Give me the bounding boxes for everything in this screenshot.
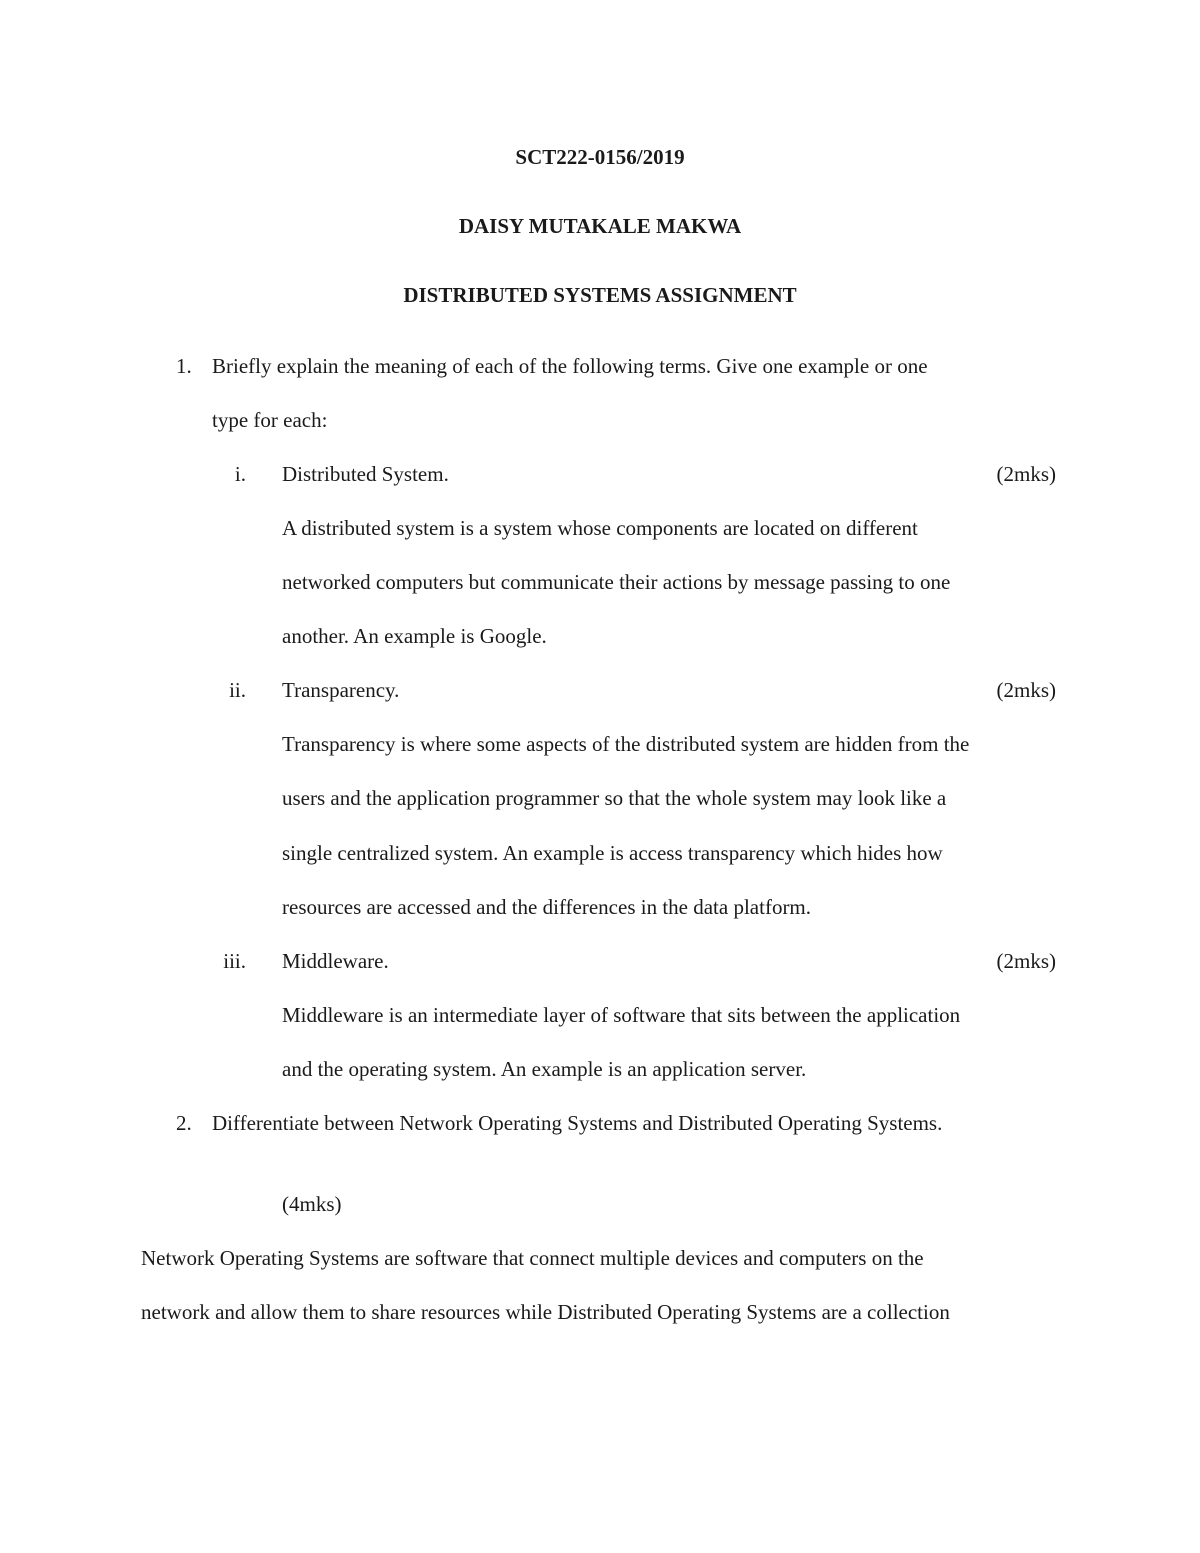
item-ii-term: Transparency. [282, 678, 400, 702]
question-2-text: Differentiate between Network Operating Systems and Distributed Operating Systems. [212, 1111, 943, 1135]
item-i-answer-line-3: another. An example is Google. [282, 624, 547, 648]
question-2-marks: (4mks) [282, 1192, 342, 1216]
item-i-marks: (2mks) [996, 462, 1056, 486]
assignment-title: DISTRIBUTED SYSTEMS ASSIGNMENT [403, 283, 797, 307]
item-i-answer-line-2: networked computers but communicate their actions by message passing to one [282, 570, 951, 594]
item-iii-answer-line-1: Middleware is an intermediate layer of software that sits between the application [282, 1003, 961, 1027]
item-ii-answer-line-1: Transparency is where some aspects of the distributed system are hidden from the [282, 732, 970, 756]
item-iii-marks: (2mks) [996, 949, 1056, 973]
question-1-text-line-1: Briefly explain the meaning of each of the following terms. Give one example or one [212, 354, 928, 378]
item-ii-marks: (2mks) [996, 678, 1056, 702]
item-ii-answer-line-3: single centralized system. An example is access transparency which hides how [282, 841, 943, 865]
item-i-answer-line-1: A distributed system is a system whose components are located on different [282, 516, 918, 540]
item-iii-answer-line-2: and the operating system. An example is an application server. [282, 1057, 807, 1081]
student-id: SCT222-0156/2019 [515, 145, 685, 169]
question-2-number: 2. [176, 1111, 192, 1135]
item-iii-term: Middleware. [282, 949, 389, 973]
item-iii-numeral: iii. [223, 949, 246, 973]
student-name: DAISY MUTAKALE MAKWA [458, 214, 742, 238]
item-ii-numeral: ii. [229, 678, 246, 702]
item-i-term: Distributed System. [282, 462, 449, 486]
question-2-answer-line-1: Network Operating Systems are software that connect multiple devices and computers on the [141, 1246, 924, 1270]
item-i-numeral: i. [234, 462, 246, 486]
item-ii-answer-line-2: users and the application programmer so that the whole system may look like a [282, 786, 947, 810]
question-2-answer-line-2: network and allow them to share resources while Distributed Operating Systems are a collection [141, 1300, 950, 1324]
item-ii-answer-line-4: resources are accessed and the differences in the data platform. [282, 895, 812, 919]
question-1-text-line-2: type for each: [212, 408, 328, 432]
question-1-number: 1. [176, 354, 192, 378]
